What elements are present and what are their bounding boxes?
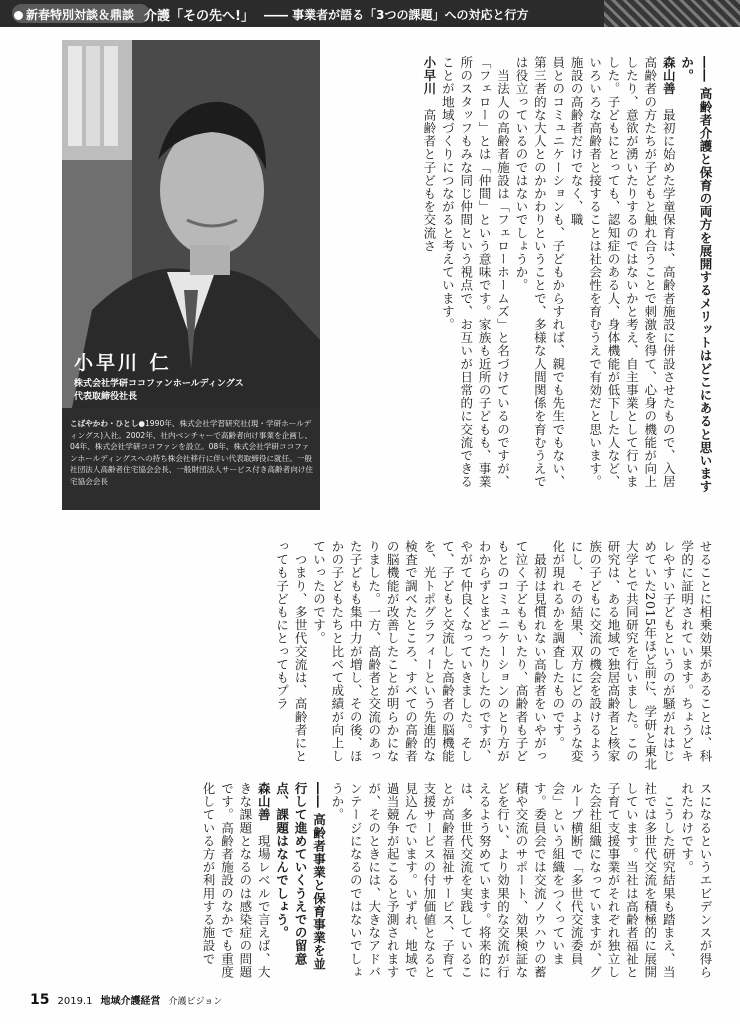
paragraph-text: 高齢者と子どもを交流さ	[421, 95, 437, 253]
paragraph-text: せることに相乗効果があることは、科学的に証明されています。ちょうどキレやすい子どもというのが騒がれはじめていた2015年ほど前に、学研と東北大学とで共同研究を行いました。この研究は、ある地域で独居高齢者と核家族の子どもに交流の機会を設けるようにし、その結果、双方にどのような変化が現れるかを調査したものです。	[550, 540, 713, 771]
header-subtitle: ―― 事業者が語る「3つの課題」への対応と行方	[263, 7, 529, 22]
person-name: 小早川 仁	[74, 352, 172, 374]
category-label	[14, 6, 134, 23]
person-affiliation	[74, 378, 244, 404]
speaker-name: 森山善	[661, 56, 677, 96]
paragraph-text: 当法人の高齢者施設は「フェローホームズ」と名づけているのですが、「フェロー」とは「仲間」という意味です。家族も近所の子どもも、事業所のスタッフもみな同じ仲間という視点で、お互いが日常的に交流できることが地域づくりにつながると考えています。	[440, 56, 511, 489]
bio-name: こばやかわ・ひとし●	[70, 419, 145, 428]
body-paragraph	[567, 56, 677, 496]
theme-title: 介護「その先へ!」	[144, 8, 254, 24]
issue-date: 2019.1	[57, 996, 93, 1007]
body-paragraph	[438, 56, 512, 496]
body-paragraph	[309, 540, 548, 772]
text-column-3	[36, 540, 714, 772]
header-text	[14, 5, 528, 23]
body-paragraph	[677, 782, 714, 982]
text-column-1	[336, 56, 714, 496]
paragraph-text: つまり、多世代交流は、高齢者にとっても子どもにとってもプラ	[274, 540, 309, 763]
paragraph-text: 最初に始めた学童保育は、高齢者施設に併設させたもので、入居高齢者の方たちが子どもと触れ合うことで刺激を得て、心身の機能が向上したり、意欲が湧いたりするのではないかと考え、自主事業として行いました。子どもにとっても、認知症のある人、身体機能が低下した人など、いろいろな高齢者と接することは社会性を育むうえで有効だと思います。施設の高齢者だけでなく、職	[569, 56, 677, 489]
question-paragraph	[677, 56, 714, 496]
paragraph-text: 最初は見慣れない高齢者をいやがって泣く子どももいたり、高齢者も子どもとのコミュニケーションのとり方がわからずとまどったりしたのですが、やがて仲良くなっていきました。そして、子どもと交流した高齢者の脳機能を、光トポグラフィーという先進的な検査で調べたところ、すべての高齢者の脳機能が改善したことが明らかになりました。一方、高齢者と交流のあった子どもも集中力が増し、その後、ほかの子どもたちと比べて成績が向上していったのです。	[311, 540, 548, 763]
affiliation-company: 株式会社学研ココファンホールディングス	[74, 379, 244, 389]
paragraph-text: 員とのコミュニケーションも、子どもからすれば、親でも先生でもない、第三者的な大人とのかかわりということで、多様な人間関係を育むうえでは役立っているのではないでしょうか。	[513, 56, 566, 489]
header-pattern	[604, 0, 740, 27]
question-paragraph	[272, 782, 327, 982]
paragraph-text: 現場レベルで言えば、大きな課題となるのは感染症の問題です。高齢者施設のなかでも重度化している方が利用する施設で	[201, 782, 272, 979]
question-text: ―― 高齢者事業と保育事業を並行して進めていくうえでの留意点、課題はなんでしょう。	[274, 782, 327, 971]
page-footer	[30, 992, 222, 1008]
body-paragraph	[420, 56, 438, 496]
bio-text: 1990年、株式会社学習研究社(現・学研ホールディングス)入社。2002年、社内ベンチャーで高齢者向け事業を企画し、04年、株式会社学研ココファンを設立。08年、株式会社学研ココファンホールディングスへの持ち株会社移行に伴い代表取締役に就任。一般社団法人高齢者住宅協会会長、一般財団法人サービス付き高齢者向け住宅協会会長	[70, 419, 313, 486]
magazine-subname: 介護ビジョン	[168, 997, 223, 1007]
body-paragraph	[272, 540, 309, 772]
body-paragraph	[548, 540, 714, 772]
person-bio	[70, 418, 316, 487]
speaker-name: 森山善	[256, 782, 272, 822]
category-text: 新春特別対談＆鼎談	[26, 7, 135, 22]
magazine-name: 地域介護経営	[100, 996, 161, 1007]
affiliation-title: 代表取締役社長	[74, 392, 138, 402]
body-paragraph	[327, 782, 677, 982]
text-column-4	[36, 782, 714, 982]
paragraph-text: スになるというエビデンスが得られたわけです。	[679, 782, 713, 979]
body-paragraph	[512, 56, 567, 496]
speaker-name: 小早川	[421, 56, 437, 96]
question-text: ―― 高齢者介護と保育の両方を展開するメリットはどこにあると思いますか。	[679, 56, 713, 494]
page-number: 15	[30, 992, 50, 1008]
bullet-icon	[14, 11, 23, 20]
paragraph-text: こうした研究結果も踏まえ、当社では多世代交流を積極的に展開しています。当社は高齢者福祉と子育て支援事業がそれぞれ独立した会社組織になっていますが、グループ横断で「多世代交流委員会」という組織をつくっています。委員会では交流ノウハウの蓄積や交流のサポート、効果検証などを行い、より効果的な交流が行えるよう努めています。将来的には、多世代交流を実践していることが高齢者福祉サービス、子育て支援サービスの付加価値となると見込んでいます。いずれ、地域で過当競争が起こると予測されますが、そのときには、大きなアドバンテージになるのではないでしょうか。	[329, 782, 677, 979]
body-paragraph	[199, 782, 273, 982]
